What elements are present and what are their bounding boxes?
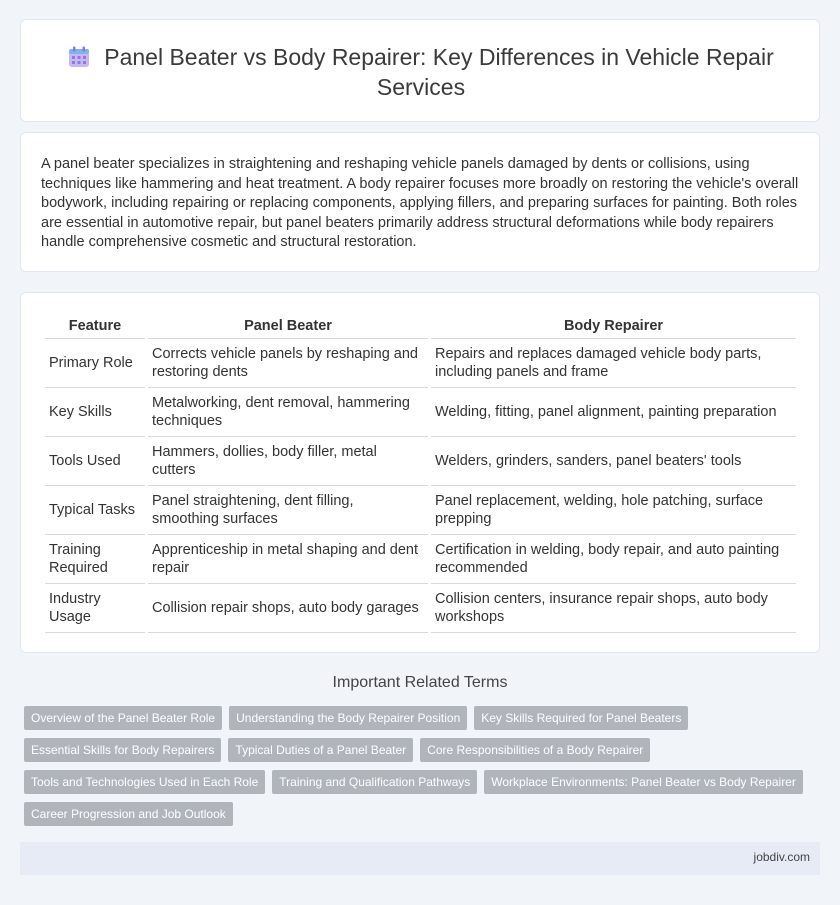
body-repairer-cell: Welding, fitting, panel alignment, painting preparation	[431, 388, 796, 437]
intro-paragraph: A panel beater specializes in straightening and reshaping vehicle panels damaged by dents or collisions, using techniques like hammering and heat treatment. A body repairer focuses more broadly on restoring the vehicle's overall bodywork, including repairing or replacing components, applying fillers, and preparing surfaces for painting. Both roles are essential in automotive repair, but panel beaters primarily address structural deformations while body repairers handle comprehensive cosmetic and structural restoration.	[41, 156, 799, 251]
feature-cell: Training Required	[45, 535, 145, 584]
header-card	[20, 19, 820, 122]
feature-cell: Primary Role	[45, 339, 145, 388]
body-repairer-cell: Welders, grinders, sanders, panel beaters' tools	[431, 437, 796, 486]
table-row	[45, 535, 796, 584]
body-repairer-cell: Collision centers, insurance repair shops, auto body workshops	[431, 584, 796, 633]
panel-beater-cell: Corrects vehicle panels by reshaping and restoring dents	[148, 339, 428, 388]
panel-beater-cell: Apprenticeship in metal shaping and dent repair	[148, 535, 428, 584]
related-terms-list	[24, 706, 820, 826]
related-term-tag[interactable]: Understanding the Body Repairer Position	[229, 706, 467, 730]
feature-cell: Tools Used	[45, 437, 145, 486]
feature-cell: Industry Usage	[45, 584, 145, 633]
related-term-tag[interactable]: Training and Qualification Pathways	[272, 770, 477, 794]
table-header-row	[45, 313, 796, 339]
related-term-tag[interactable]: Key Skills Required for Panel Beaters	[474, 706, 688, 730]
body-repairer-cell: Panel replacement, welding, hole patching, surface prepping	[431, 486, 796, 535]
footer-bar	[20, 842, 820, 875]
feature-cell: Typical Tasks	[45, 486, 145, 535]
related-term-tag[interactable]: Tools and Technologies Used in Each Role	[24, 770, 265, 794]
comparison-card	[20, 292, 820, 653]
footer-site-link[interactable]: jobdiv.com	[753, 850, 810, 864]
feature-cell: Key Skills	[45, 388, 145, 437]
intro-card	[20, 132, 820, 272]
calendar-grid-icon	[68, 46, 90, 68]
related-term-tag[interactable]: Core Responsibilities of a Body Repairer	[420, 738, 650, 762]
table-row	[45, 486, 796, 535]
related-term-tag[interactable]: Overview of the Panel Beater Role	[24, 706, 222, 730]
related-terms-title: Important Related Terms	[332, 674, 508, 691]
header-feature: Feature	[45, 313, 145, 339]
table-row	[45, 437, 796, 486]
header-body-repairer: Body Repairer	[431, 313, 796, 339]
body-repairer-cell: Certification in welding, body repair, and auto painting recommended	[431, 535, 796, 584]
related-term-tag[interactable]: Workplace Environments: Panel Beater vs Body Repairer	[484, 770, 803, 794]
table-row	[45, 339, 796, 388]
related-term-tag[interactable]: Career Progression and Job Outlook	[24, 802, 233, 826]
related-term-tag[interactable]: Essential Skills for Body Repairers	[24, 738, 221, 762]
panel-beater-cell: Hammers, dollies, body filler, metal cutters	[148, 437, 428, 486]
body-repairer-cell: Repairs and replaces damaged vehicle body parts, including panels and frame	[431, 339, 796, 388]
panel-beater-cell: Panel straightening, dent filling, smoothing surfaces	[148, 486, 428, 535]
panel-beater-cell: Metalworking, dent removal, hammering techniques	[148, 388, 428, 437]
page-title-row	[21, 42, 821, 102]
page-title: Panel Beater vs Body Repairer: Key Differences in Vehicle Repair Services	[104, 44, 774, 100]
header-panel-beater: Panel Beater	[148, 313, 428, 339]
related-term-tag[interactable]: Typical Duties of a Panel Beater	[228, 738, 413, 762]
table-row	[45, 388, 796, 437]
table-row	[45, 584, 796, 633]
panel-beater-cell: Collision repair shops, auto body garages	[148, 584, 428, 633]
comparison-table	[42, 313, 799, 633]
